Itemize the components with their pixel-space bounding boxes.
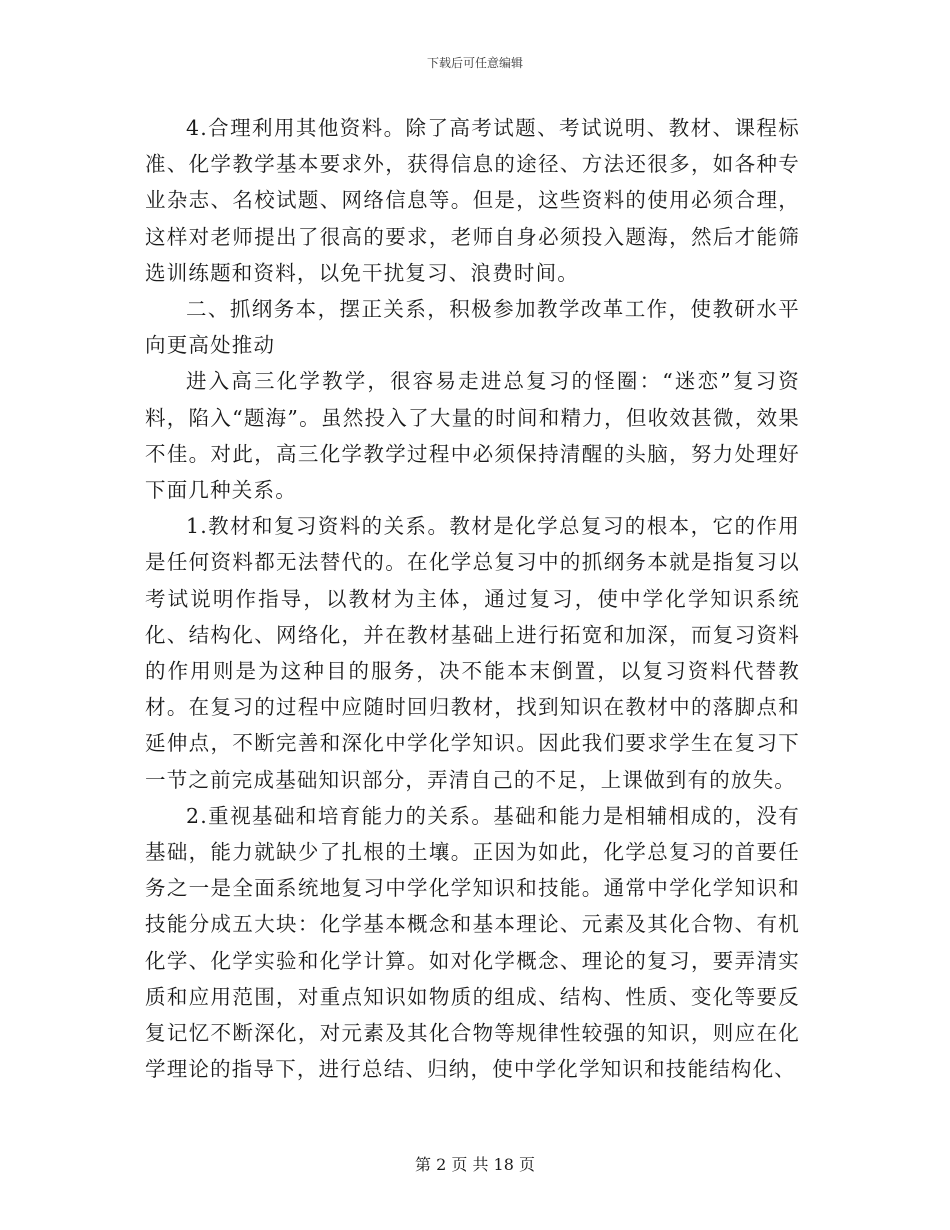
paragraph-item-4-other-materials: 4.合理利用其他资料。除了高考试题、考试说明、教材、课程标准、化学教学基本要求外，获得信息的途径、方法还很多，如各种专业杂志、名校试题、网络信息等。但是，这些资料的使用必须合理，这样对老师提出了很高的要求，老师自身必须投入题海，然后才能筛选训练题和资料，以免干扰复习、浪费时间。 bbox=[145, 116, 800, 285]
document-body bbox=[145, 110, 800, 1087]
section-heading-two: 二、抓纲务本，摆正关系，积极参加教学改革工作，使教研水平向更高处推动 bbox=[145, 297, 800, 358]
paragraph-intro-relationships: 进入高三化学教学，很容易走进总复习的怪圈：“迷恋”复习资料，陷入“题海”。虽然投入了大量的时间和精力，但收效甚微，效果不佳。对此，高三化学教学过程中必须保持清醒的头脑，努力处理好下面几种关系。 bbox=[145, 369, 800, 503]
page-number: 第 2 页 共 18 页 bbox=[415, 1155, 535, 1174]
paragraph-item-2-basics-ability: 2.重视基础和培育能力的关系。基础和能力是相辅相成的，没有基础，能力就缺少了扎根的土壤。正因为如此，化学总复习的首要任务之一是全面系统地复习中学化学知识和技能。通常中学化学知识和技能分成五大块：化学基本概念和基本理论、元素及其化合物、有机化学、化学实验和化学计算。如对化学概念、理论的复习，要弄清实质和应用范围，对重点知识如物质的组成、结构、性质、变化等要反复记忆不断深化，对元素及其化合物等规律性较强的知识，则应在化学理论的指导下，进行总结、归纳，使中学化学知识和技能结构化、 bbox=[145, 803, 800, 1082]
paragraph-item-1-textbook: 1.教材和复习资料的关系。教材是化学总复习的根本，它的作用是任何资料都无法替代的。在化学总复习中的抓纲务本就是指复习以考试说明作指导，以教材为主体，通过复习，使中学化学知识系统化、结构化、网络化，并在教材基础上进行拓宽和加深，而复习资料的作用则是为这种目的服务，决不能本末倒置，以复习资料代替教材。在复习的过程中应随时回归教材，找到知识在教材中的落脚点和延伸点，不断完善和深化中学化学知识。因此我们要求学生在复习下一节之前完成基础知识部分，弄清自己的不足，上课做到有的放失。 bbox=[145, 514, 800, 792]
page-header: 下载后可任意编辑 bbox=[426, 56, 523, 70]
